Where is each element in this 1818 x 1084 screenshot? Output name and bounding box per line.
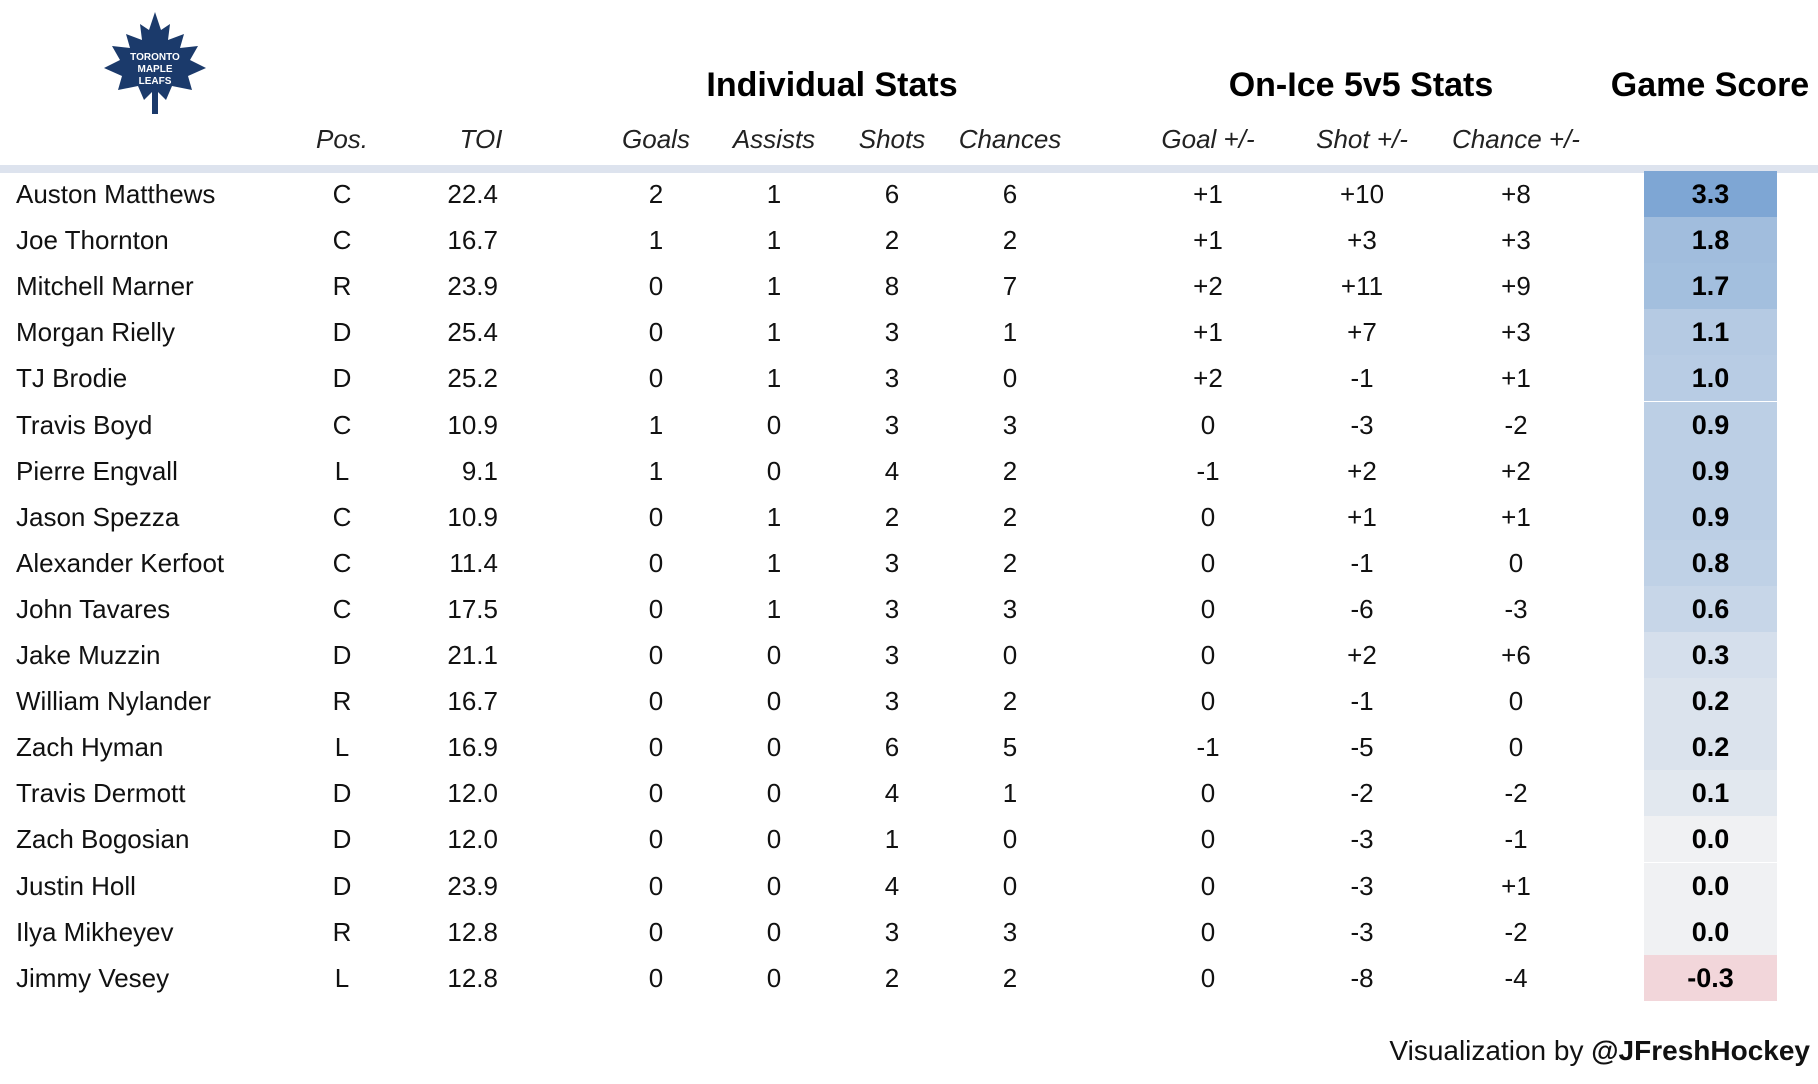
cell-name: Pierre Engvall <box>16 455 178 486</box>
cell-chances: 0 <box>1002 363 1018 394</box>
cell-name: Zach Hyman <box>16 732 164 763</box>
credit-prefix: Visualization by <box>1389 1035 1584 1066</box>
cell-shots: 3 <box>884 640 900 670</box>
cell-goal-pm: 0 <box>1200 640 1216 670</box>
table-row <box>0 678 1818 724</box>
cell-shot-pm: -8 <box>1350 962 1374 993</box>
individual-stats-title: Individual Stats <box>706 66 958 104</box>
cell-goal-pm: 0 <box>1200 778 1216 809</box>
cell-name: Jason Spezza <box>16 501 180 532</box>
cell-goals: 2 <box>648 179 664 209</box>
cell-name: Justin Holl <box>16 870 136 901</box>
cell-chance-pm: +9 <box>1501 271 1531 302</box>
cell-shots: 3 <box>884 409 900 440</box>
game-score-cell: -0.3 <box>1644 955 1777 1001</box>
maple-leaf-logo <box>100 10 210 120</box>
cell-toi: 12.0 <box>447 778 498 809</box>
cell-toi: 11.4 <box>449 547 498 578</box>
cell-goals: 0 <box>648 916 664 947</box>
cell-shot-pm: +7 <box>1347 317 1377 348</box>
cell-toi: 9.1 <box>461 455 498 486</box>
cell-goals: 0 <box>648 778 664 809</box>
cell-toi: 12.8 <box>447 916 498 947</box>
cell-shot-pm: -1 <box>1350 363 1374 394</box>
cell-goals: 0 <box>648 732 664 763</box>
cell-shots: 2 <box>884 501 900 532</box>
cell-chance-pm: +3 <box>1501 317 1531 348</box>
cell-name: Auston Matthews <box>16 179 216 209</box>
cell-toi: 12.0 <box>447 824 498 855</box>
cell-chances: 2 <box>1002 547 1018 578</box>
cell-shot-pm: -5 <box>1350 732 1374 763</box>
cell-goal-pm: 0 <box>1200 686 1216 717</box>
cell-shot-pm: +11 <box>1340 271 1384 302</box>
game-score-cell: 0.1 <box>1644 770 1777 816</box>
cell-chance-pm: -2 <box>1504 409 1528 440</box>
game-score-cell: 0.2 <box>1644 678 1777 724</box>
cell-shots: 2 <box>884 962 900 993</box>
table-row <box>0 586 1818 632</box>
game-score-cell: 0.0 <box>1644 816 1777 862</box>
cell-chances: 7 <box>1002 271 1018 302</box>
cell-toi: 16.9 <box>447 732 498 763</box>
cell-assists: 1 <box>766 501 782 532</box>
cell-goal-pm: 0 <box>1200 916 1216 947</box>
cell-chances: 2 <box>1002 686 1018 717</box>
cell-assists: 1 <box>766 271 782 302</box>
cell-goals: 1 <box>648 409 664 440</box>
game-score-cell: 0.8 <box>1644 540 1777 586</box>
cell-goals: 0 <box>648 363 664 394</box>
cell-name: Joe Thornton <box>16 225 169 256</box>
cell-chance-pm: +8 <box>1501 179 1531 209</box>
logo-text-3: LEAFS <box>138 76 172 87</box>
cell-pos: R <box>332 916 352 947</box>
table-row <box>0 955 1818 1001</box>
table-row <box>0 863 1818 909</box>
cell-toi: 12.8 <box>447 962 498 993</box>
cell-shots: 3 <box>884 547 900 578</box>
cell-shots: 1 <box>884 824 900 855</box>
cell-pos: R <box>332 686 352 717</box>
cell-name: John Tavares <box>16 593 171 624</box>
cell-assists: 0 <box>766 455 782 486</box>
cell-goals: 0 <box>648 501 664 532</box>
cell-chances: 2 <box>1002 501 1018 532</box>
cell-name: Travis Dermott <box>16 778 186 809</box>
game-score-cell: 0.9 <box>1644 494 1777 540</box>
table-row <box>0 494 1818 540</box>
cell-shot-pm: +3 <box>1347 225 1377 256</box>
cell-assists: 0 <box>766 870 782 901</box>
cell-shots: 6 <box>884 732 900 763</box>
cell-chances: 6 <box>1002 179 1018 209</box>
cell-shot-pm: -2 <box>1350 778 1374 809</box>
credit-handle: @JFreshHockey <box>1591 1035 1810 1066</box>
game-score-cell: 0.9 <box>1644 448 1777 494</box>
cell-goals: 0 <box>648 317 664 348</box>
cell-shot-pm: -6 <box>1350 593 1374 624</box>
cell-goals: 0 <box>648 962 664 993</box>
cell-assists: 0 <box>766 640 782 670</box>
game-score-cell: 1.0 <box>1644 355 1777 401</box>
cell-assists: 0 <box>766 409 782 440</box>
cell-shot-pm: -3 <box>1350 824 1374 855</box>
logo-text-1: TORONTO <box>130 52 180 63</box>
cell-chance-pm: +1 <box>1501 870 1531 901</box>
cell-pos: C <box>332 593 352 624</box>
col-header-pos: Pos. <box>315 124 369 154</box>
cell-assists: 1 <box>766 317 782 348</box>
cell-goal-pm: 0 <box>1200 824 1216 855</box>
cell-toi: 10.9 <box>447 501 498 532</box>
cell-goal-pm: 0 <box>1200 962 1216 993</box>
col-header-chances: Chances <box>958 124 1062 154</box>
cell-assists: 0 <box>766 686 782 717</box>
cell-toi: 21.1 <box>447 640 498 670</box>
table-row <box>0 909 1818 955</box>
cell-toi: 22.4 <box>447 179 498 209</box>
table-row <box>0 770 1818 816</box>
cell-shots: 3 <box>884 686 900 717</box>
credit-line <box>1389 1035 1810 1067</box>
cell-name: TJ Brodie <box>16 363 128 394</box>
cell-goal-pm: +2 <box>1193 271 1223 302</box>
cell-goals: 0 <box>648 640 664 670</box>
cell-assists: 0 <box>766 962 782 993</box>
cell-chances: 1 <box>1002 778 1018 809</box>
cell-goal-pm: 0 <box>1200 409 1216 440</box>
game-score-cell: 0.0 <box>1644 909 1777 955</box>
table-row <box>0 309 1818 355</box>
cell-pos: D <box>332 640 352 670</box>
cell-toi: 16.7 <box>447 686 498 717</box>
cell-chances: 3 <box>1002 409 1018 440</box>
game-score-cell: 0.9 <box>1644 402 1777 448</box>
table-row <box>0 540 1818 586</box>
cell-pos: L <box>334 732 350 763</box>
table-row <box>0 448 1818 494</box>
col-header-toi: TOI <box>459 124 503 154</box>
cell-name: Travis Boyd <box>16 409 153 440</box>
table-row <box>0 217 1818 263</box>
cell-name: William Nylander <box>16 686 212 717</box>
game-score-cell: 0.3 <box>1644 632 1777 678</box>
cell-assists: 0 <box>766 778 782 809</box>
cell-goal-pm: +1 <box>1193 317 1223 348</box>
cell-name: Ilya Mikheyev <box>16 916 174 947</box>
cell-pos: C <box>332 409 352 440</box>
table-row <box>0 263 1818 309</box>
cell-name: Mitchell Marner <box>16 271 194 302</box>
cell-shot-pm: +1 <box>1347 501 1377 532</box>
game-score-cell: 0.0 <box>1644 863 1777 909</box>
cell-shot-pm: -3 <box>1350 870 1374 901</box>
cell-chances: 5 <box>1002 732 1018 763</box>
cell-pos: C <box>332 225 352 256</box>
cell-name: Jake Muzzin <box>16 640 161 670</box>
cell-name: Jimmy Vesey <box>16 962 170 993</box>
cell-goals: 1 <box>648 455 664 486</box>
table-row <box>0 171 1818 217</box>
cell-shots: 4 <box>884 455 900 486</box>
cell-chance-pm: +6 <box>1501 640 1531 670</box>
cell-shot-pm: -1 <box>1350 686 1374 717</box>
col-header-goals: Goals <box>622 124 690 154</box>
table-row <box>0 355 1818 401</box>
cell-goals: 0 <box>648 686 664 717</box>
cell-name: Zach Bogosian <box>16 824 190 855</box>
cell-pos: D <box>332 317 352 348</box>
cell-shots: 6 <box>884 179 900 209</box>
game-score-cell: 0.6 <box>1644 586 1777 632</box>
cell-goal-pm: +1 <box>1193 179 1223 209</box>
cell-shot-pm: -1 <box>1350 547 1374 578</box>
cell-pos: C <box>332 501 352 532</box>
cell-toi: 23.9 <box>447 870 498 901</box>
cell-goals: 0 <box>648 547 664 578</box>
cell-pos: C <box>332 547 352 578</box>
cell-goal-pm: -1 <box>1196 455 1220 486</box>
col-header-goal-pm: Goal +/- <box>1161 124 1255 154</box>
cell-pos: L <box>334 455 350 486</box>
table-row <box>0 402 1818 448</box>
cell-goal-pm: +1 <box>1193 225 1223 256</box>
cell-name: Alexander Kerfoot <box>16 547 225 578</box>
cell-chance-pm: 0 <box>1508 547 1524 578</box>
cell-pos: D <box>332 778 352 809</box>
onice-stats-title: On-Ice 5v5 Stats <box>1228 66 1494 104</box>
cell-chances: 0 <box>1002 640 1018 670</box>
game-score-cell: 1.7 <box>1644 263 1777 309</box>
cell-chances: 2 <box>1002 962 1018 993</box>
cell-chances: 0 <box>1002 824 1018 855</box>
cell-chance-pm: -1 <box>1504 824 1528 855</box>
col-header-assists: Assists <box>732 124 816 154</box>
logo-text-2: MAPLE <box>137 64 173 75</box>
cell-shots: 3 <box>884 916 900 947</box>
cell-goals: 0 <box>648 593 664 624</box>
cell-toi: 16.7 <box>447 225 498 256</box>
cell-shots: 3 <box>884 363 900 394</box>
cell-assists: 1 <box>766 225 782 256</box>
cell-chance-pm: +2 <box>1501 455 1531 486</box>
cell-assists: 0 <box>766 824 782 855</box>
game-score-cell: 0.2 <box>1644 724 1777 770</box>
col-header-shot-pm: Shot +/- <box>1316 124 1408 154</box>
cell-assists: 1 <box>766 179 782 209</box>
cell-assists: 1 <box>766 547 782 578</box>
cell-shots: 8 <box>884 271 900 302</box>
cell-chances: 3 <box>1002 593 1018 624</box>
cell-goal-pm: 0 <box>1200 593 1216 624</box>
cell-name: Morgan Rielly <box>16 317 175 348</box>
table-row <box>0 724 1818 770</box>
cell-pos: C <box>332 179 352 209</box>
cell-toi: 17.5 <box>447 593 498 624</box>
cell-goals: 1 <box>648 225 664 256</box>
cell-assists: 1 <box>766 593 782 624</box>
cell-shot-pm: -3 <box>1350 409 1374 440</box>
cell-goal-pm: +2 <box>1193 363 1223 394</box>
cell-shots: 3 <box>884 317 900 348</box>
cell-chance-pm: +3 <box>1501 225 1531 256</box>
game-score-cell: 1.8 <box>1644 217 1777 263</box>
cell-chance-pm: +1 <box>1501 501 1531 532</box>
cell-assists: 1 <box>766 363 782 394</box>
cell-goals: 0 <box>648 824 664 855</box>
cell-chance-pm: -2 <box>1504 916 1528 947</box>
cell-goal-pm: 0 <box>1200 870 1216 901</box>
cell-goals: 0 <box>648 271 664 302</box>
game-score-cell: 3.3 <box>1644 171 1777 217</box>
table-row <box>0 816 1818 862</box>
cell-chance-pm: -2 <box>1504 778 1528 809</box>
cell-chances: 0 <box>1002 870 1018 901</box>
cell-pos: R <box>332 271 352 302</box>
cell-pos: D <box>332 824 352 855</box>
cell-assists: 0 <box>766 916 782 947</box>
cell-pos: D <box>332 870 352 901</box>
cell-shot-pm: +10 <box>1339 179 1385 209</box>
cell-chance-pm: -4 <box>1504 962 1528 993</box>
cell-toi: 25.4 <box>447 317 498 348</box>
cell-goals: 0 <box>648 870 664 901</box>
cell-pos: D <box>332 363 352 394</box>
cell-goal-pm: 0 <box>1200 501 1216 532</box>
cell-chance-pm: +1 <box>1501 363 1531 394</box>
game-score-cell: 1.1 <box>1644 309 1777 355</box>
cell-chance-pm: 0 <box>1508 686 1524 717</box>
cell-pos: L <box>334 962 350 993</box>
cell-chance-pm: 0 <box>1508 732 1524 763</box>
game-score-title: Game Score <box>1610 66 1810 104</box>
cell-shots: 2 <box>884 225 900 256</box>
cell-assists: 0 <box>766 732 782 763</box>
cell-shot-pm: +2 <box>1347 455 1377 486</box>
cell-chances: 3 <box>1002 916 1018 947</box>
col-header-shots: Shots <box>858 124 926 154</box>
col-header-chance-pm: Chance +/- <box>1452 124 1580 154</box>
cell-toi: 23.9 <box>447 271 498 302</box>
cell-shot-pm: +2 <box>1347 640 1377 670</box>
table-row <box>0 632 1818 678</box>
maple-leaf-shape <box>104 12 206 114</box>
cell-chances: 2 <box>1002 455 1018 486</box>
cell-shots: 4 <box>884 778 900 809</box>
cell-chances: 1 <box>1002 317 1018 348</box>
cell-goal-pm: -1 <box>1196 732 1220 763</box>
cell-shots: 4 <box>884 870 900 901</box>
cell-toi: 25.2 <box>447 363 498 394</box>
cell-goal-pm: 0 <box>1200 547 1216 578</box>
cell-toi: 10.9 <box>447 409 498 440</box>
cell-chance-pm: -3 <box>1504 593 1528 624</box>
cell-shot-pm: -3 <box>1350 916 1374 947</box>
cell-shots: 3 <box>884 593 900 624</box>
cell-chances: 2 <box>1002 225 1018 256</box>
